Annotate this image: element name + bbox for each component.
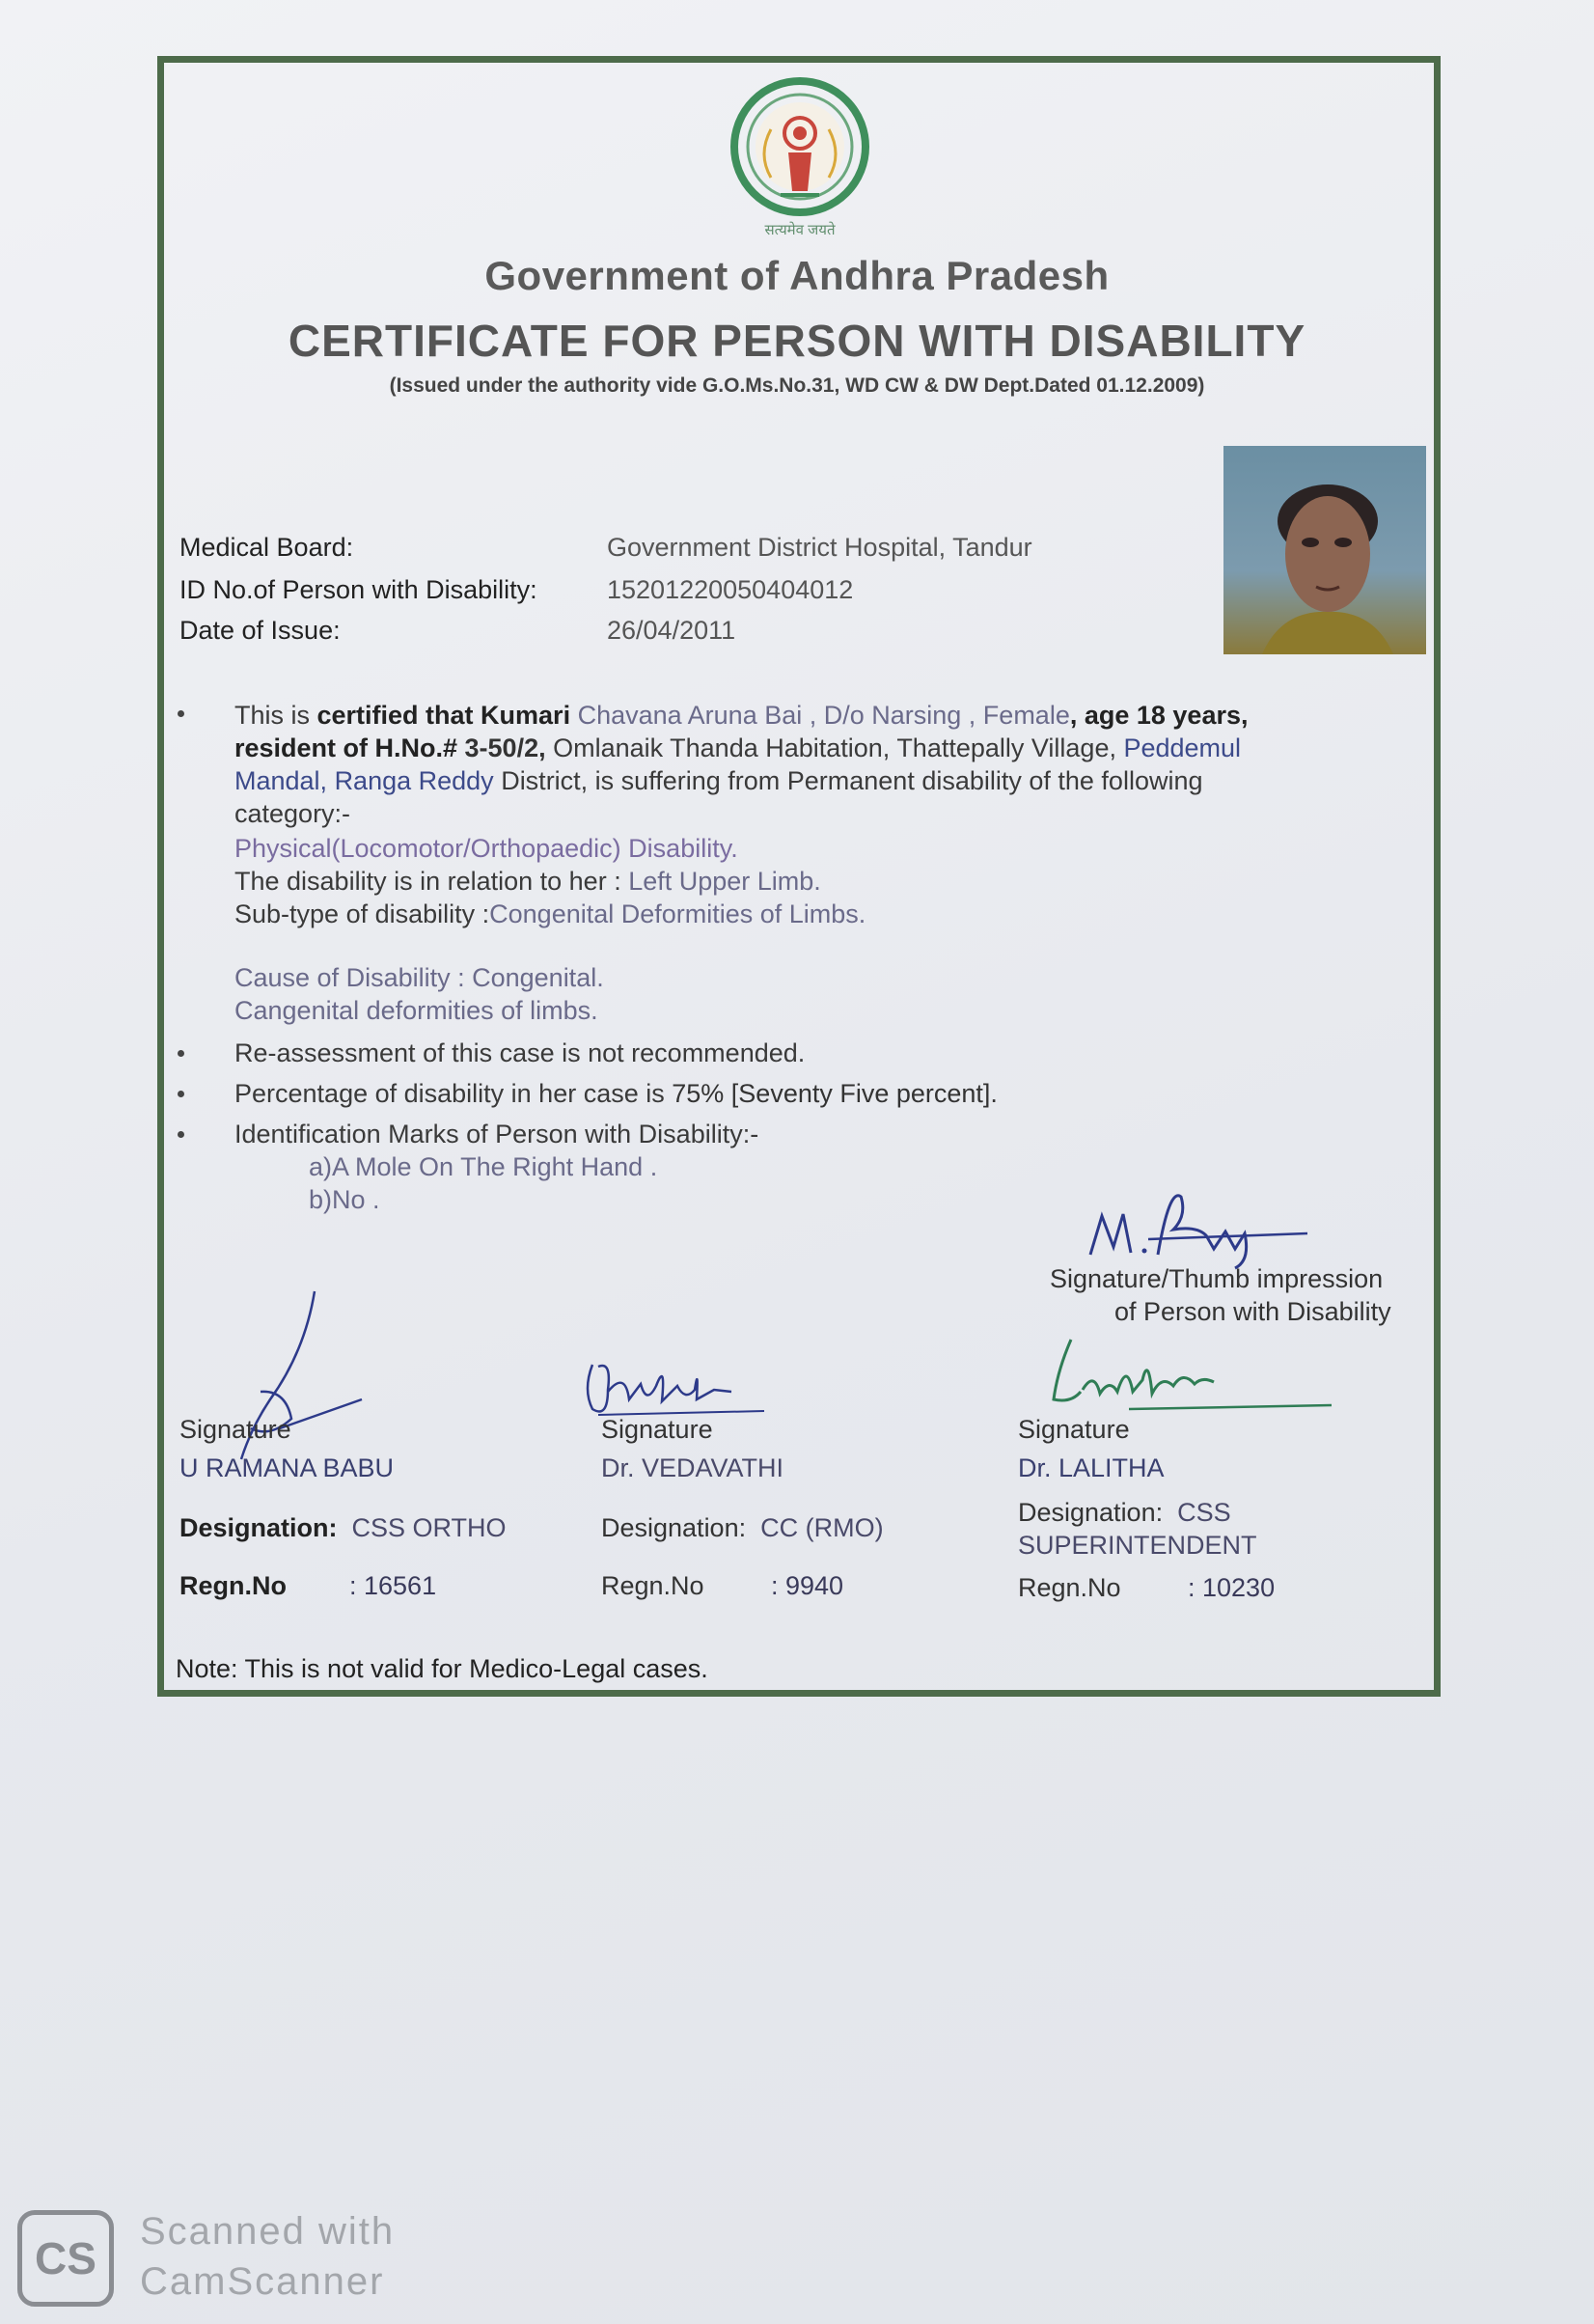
- identification-mark-a: a)A Mole On The Right Hand .: [309, 1152, 658, 1181]
- applicant-signature-icon: [1081, 1168, 1312, 1274]
- text-span: Sub-type of disability :: [234, 899, 490, 928]
- signatory-designation: [1018, 1498, 1231, 1528]
- bullet-icon: [178, 1091, 184, 1097]
- bullet-icon: [178, 1050, 184, 1057]
- text-span: District, is suffering from Permanent disability of the following: [493, 766, 1203, 795]
- text-span: Cause of Disability :: [234, 963, 473, 992]
- disability-relation: [234, 865, 821, 898]
- cause-value: Congenital.: [472, 963, 604, 992]
- text-span: This is: [234, 701, 317, 730]
- disability-category: Physical(Locomotor/Orthopaedic) Disability.: [234, 834, 738, 863]
- applicant-age: 18 years,: [1136, 701, 1249, 730]
- signatory-name: Dr. LALITHA: [1018, 1453, 1165, 1482]
- percentage-value: 75% [Seventy Five percent].: [672, 1079, 998, 1108]
- person-silhouette-icon: [1223, 446, 1426, 654]
- regn-label: Regn.No: [601, 1571, 704, 1600]
- district-name: Ranga Reddy: [334, 766, 494, 795]
- government-title: Government of Andhra Pradesh: [484, 253, 1110, 298]
- signatory-registration: [1018, 1573, 1276, 1603]
- text-span: , age: [1069, 701, 1137, 730]
- certification-line-4: category:-: [234, 799, 351, 828]
- signatory-name: Dr. VEDAVATHI: [601, 1453, 784, 1482]
- date-of-issue-label: Date of Issue:: [179, 616, 341, 645]
- date-of-issue-value: 26/04/2011: [607, 616, 736, 645]
- disability-subtype: [234, 898, 866, 930]
- signature-label: Signature: [1018, 1415, 1130, 1444]
- signatory-designation: [179, 1513, 507, 1543]
- applicant-photo: [1223, 446, 1426, 654]
- applicant-name: Chavana Aruna Bai , D/o Narsing , Female: [577, 701, 1070, 730]
- signatory-registration: [179, 1571, 437, 1601]
- applicant-signature-label-1: Signature/Thumb impression: [1050, 1264, 1384, 1293]
- identification-mark-b: b)No .: [309, 1185, 380, 1214]
- signatory-designation: [601, 1513, 884, 1543]
- regn-value: : 10230: [1188, 1573, 1276, 1602]
- text-span: certified that Kumari: [316, 701, 578, 730]
- subtype-value: Congenital Deformities of Limbs.: [489, 899, 866, 928]
- designation-label: Designation:: [601, 1513, 747, 1542]
- disability-id-label: ID No.of Person with Disability:: [179, 575, 537, 604]
- designation-label: Designation:: [179, 1513, 338, 1542]
- regn-value: : 16561: [349, 1571, 437, 1600]
- regn-label: Regn.No: [1018, 1573, 1121, 1602]
- state-emblem-icon: [728, 77, 871, 228]
- camscanner-logo-icon: CS: [17, 2210, 114, 2307]
- identification-marks-label: Identification Marks of Person with Disability:-: [234, 1120, 759, 1148]
- designation-value: CSS: [1177, 1498, 1231, 1527]
- regn-value: : 9940: [771, 1571, 844, 1600]
- house-number: 3-50/2,: [464, 733, 546, 762]
- text-span: The disability is in relation to her :: [234, 867, 629, 896]
- habitation-village: Omlanaik Thanda Habitation, Thattepally Village,: [545, 733, 1124, 762]
- cause-of-disability: [234, 961, 604, 994]
- validity-note: Note: This is not valid for Medico-Legal cases.: [176, 1654, 708, 1683]
- emblem-motto: सत्यमेव जयते: [764, 222, 836, 238]
- applicant-signature-label-2: of Person with Disability: [1114, 1297, 1391, 1326]
- certificate-title: CERTIFICATE FOR PERSON WITH DISABILITY: [288, 316, 1306, 366]
- signature-label: Signature: [179, 1415, 291, 1444]
- mandal-name: Peddemul: [1123, 733, 1242, 762]
- designation-value: CSS ORTHO: [351, 1513, 507, 1542]
- designation-label: Designation:: [1018, 1498, 1164, 1527]
- bullet-icon: [178, 1131, 184, 1138]
- issued-under-authority: (Issued under the authority vide G.O.Ms.No.31, WD CW & DW Dept.Dated 01.12.2009): [389, 374, 1205, 397]
- cause-detail: Cangenital deformities of limbs.: [234, 996, 598, 1025]
- disability-percentage: [234, 1077, 998, 1110]
- text-span: Percentage of disability in her case is: [234, 1079, 673, 1108]
- watermark-line-2: CamScanner: [140, 2260, 385, 2303]
- watermark-line-1: Scanned with: [140, 2210, 396, 2253]
- text-span: Mandal,: [234, 766, 335, 795]
- designation-value: CC (RMO): [760, 1513, 884, 1542]
- affected-limb: Left Upper Limb.: [628, 867, 821, 896]
- signatory-registration: [601, 1571, 844, 1601]
- signature-label: Signature: [601, 1415, 713, 1444]
- medical-board-value: Government District Hospital, Tandur: [607, 533, 1032, 562]
- signatory-name: U RAMANA BABU: [179, 1453, 395, 1482]
- certification-line-1: [234, 699, 1248, 732]
- bullet-icon: [178, 710, 184, 717]
- certification-line-3: [234, 764, 1203, 797]
- medical-board-label: Medical Board:: [179, 533, 354, 562]
- signature-lalitha-icon: [1032, 1332, 1341, 1419]
- regn-label: Regn.No: [179, 1571, 287, 1600]
- certification-line-2: [234, 732, 1241, 764]
- text-span: resident of H.No.#: [234, 733, 465, 762]
- disability-id-value: 15201220050404012: [607, 575, 854, 604]
- signatory-designation-2: SUPERINTENDENT: [1018, 1531, 1257, 1560]
- reassessment-note: Re-assessment of this case is not recommended.: [234, 1038, 806, 1067]
